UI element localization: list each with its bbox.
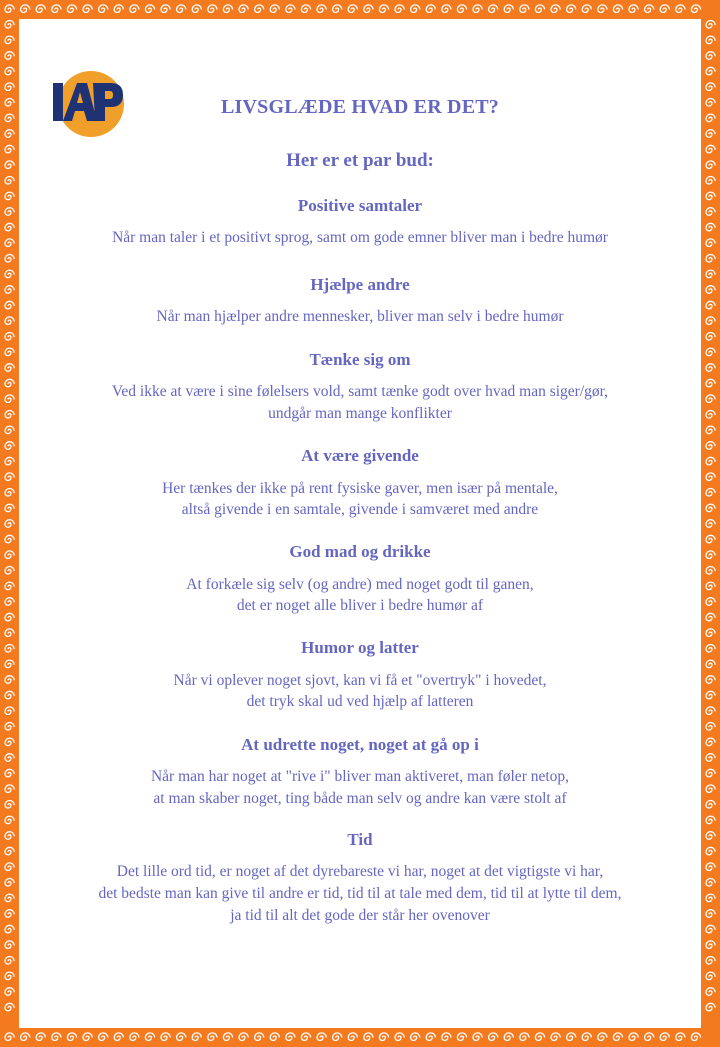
section-text-line: Når man har noget at "rive i" bliver man aktiveret, man føler netop, bbox=[150, 768, 570, 785]
section-heading: Tid bbox=[347, 830, 373, 849]
section-text-line: Det lille ord tid, er noget af det dyrebareste vi har, noget at det vigtigste vi har, bbox=[116, 863, 604, 880]
section-heading: God mad og drikke bbox=[289, 542, 431, 561]
section-text-line: undgår man mange konflikter bbox=[268, 405, 452, 422]
section-heading: Humor og latter bbox=[301, 638, 419, 657]
section-heading: At udrette noget, noget at gå op i bbox=[241, 735, 479, 754]
section-text-line: det er noget alle bliver i bedre humør af bbox=[236, 597, 484, 614]
document-subtitle: Her er et par bud: bbox=[286, 150, 434, 171]
section-text-line: At forkæle sig selv (og andre) med noget godt til ganen, bbox=[186, 576, 534, 593]
section-heading: Hjælpe andre bbox=[310, 275, 410, 294]
section-text-line: ja tid til alt det gode der står her ovenover bbox=[230, 907, 490, 924]
section-heading: Tænke sig om bbox=[309, 350, 411, 369]
section-text-line: Ved ikke at være i sine følelsers vold, samt tænke godt over hvad man siger/gør, bbox=[111, 383, 609, 400]
section-text-line: Her tænkes der ikke på rent fysiske gaver, men især på mentale, bbox=[162, 480, 558, 497]
section-heading: At være givende bbox=[301, 446, 419, 465]
section-text-line: at man skaber noget, ting både man selv og andre kan være stolt af bbox=[153, 790, 567, 807]
section-text-line: det tryk skal ud ved hjælp af latteren bbox=[246, 693, 474, 710]
document-page bbox=[19, 19, 701, 1028]
section-text-line: altså givende i en samtale, givende i samværet med andre bbox=[181, 501, 539, 518]
document-title: LIVSGLÆDE HVAD ER DET? bbox=[221, 96, 499, 118]
section-heading: Positive samtaler bbox=[297, 196, 423, 215]
section-text-line: det bedste man kan give til andre er tid, tid til at tale med dem, tid til at lytte til dem, bbox=[98, 885, 622, 902]
section-text-line: Når vi oplever noget sjovt, kan vi få et "overtryk" i hovedet, bbox=[173, 672, 547, 689]
section-text-line: Når man taler i et positivt sprog, samt om gode emner bliver man i bedre humør bbox=[112, 229, 608, 246]
section-text-line: Når man hjælper andre mennesker, bliver man selv i bedre humør bbox=[156, 308, 564, 325]
